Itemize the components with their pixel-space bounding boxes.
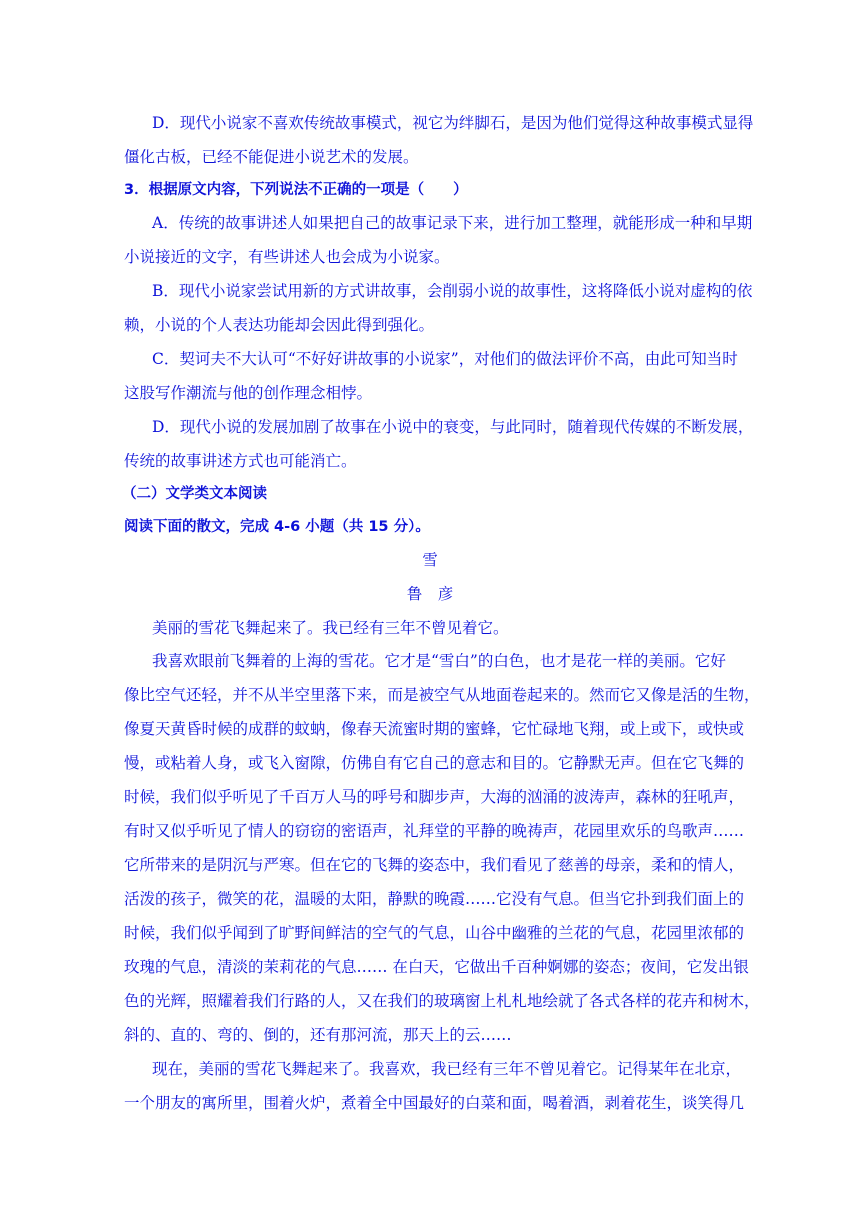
essay-p2-line-9: 时候，我们似乎闻到了旷野间鲜洁的空气的气息，山谷中幽雅的兰花的气息，花园里浓郁的 [124,924,745,942]
section-heading: （二）文学类文本阅读 [122,486,267,502]
option-d2-line-1: D．现代小说的发展加剧了故事在小说中的衰变，与此同时，随着现代传媒的不断发展， [152,418,754,436]
essay-p3-line-1: 现在，美丽的雪花飞舞起来了。我喜欢，我已经有三年不曾见着它。记得某年在北京， [152,1060,742,1078]
option-c-line-2: 这股写作潮流与他的创作理念相悖。 [124,384,373,402]
instruction-line: 阅读下面的散文，完成 4-6 小题（共 15 分）。 [124,519,430,535]
option-d-line-1: D．现代小说家不喜欢传统故事模式，视它为绊脚石，是因为他们觉得这种故事模式显得 [152,114,754,132]
essay-p2-line-8: 活泼的孩子，微笑的花，温暖的太阳，静默的晚霞……它没有气息。但当它扑到我们面上的 [124,890,745,908]
option-b-line-2: 赖，小说的个人表达功能却会因此得到强化。 [124,316,435,334]
essay-p2-line-11: 色的光辉，照耀着我们行路的人，又在我们的玻璃窗上札札地绘就了各式各样的花卉和树木， [124,992,760,1010]
essay-p2-line-3: 像夏天黄昏时候的成群的蚊蚋，像春天流蜜时期的蜜蜂，它忙碌地飞翔，或上或下，或快或 [124,720,745,738]
essay-p2-line-5: 时候，我们似乎听见了千百万人马的呼号和脚步声，大海的汹涌的波涛声，森林的狂吼声， [124,788,745,806]
option-a-line-1: A．传统的故事讲述人如果把自己的故事记录下来，进行加工整理，就能形成一种和早期 [152,214,753,232]
essay-p2-line-1: 我喜欢眼前飞舞着的上海的雪花。它才是“雪白”的白色，也才是花一样的美丽。它好 [152,652,726,670]
essay-p2-line-10: 玫瑰的气息，清淡的茉莉花的气息…… 在白天，它做出千百种婀娜的姿态；夜间，它发出银 [124,958,749,976]
option-d2-line-2: 传统的故事讲述方式也可能消亡。 [124,452,357,470]
essay-author: 鲁 彦 [406,585,454,603]
essay-p2-line-4: 慢，或粘着人身，或飞入窗隙，仿佛自有它自己的意志和目的。它静默无声。但在它飞舞的 [124,754,745,772]
option-c-line-1: C．契诃夫不大认可“不好好讲故事的小说家”，对他们的做法评价不高，由此可知当时 [152,350,738,368]
essay-paragraph-1: 美丽的雪花飞舞起来了。我已经有三年不曾见着它。 [152,619,509,637]
essay-title: 雪 [422,551,438,569]
essay-p3-line-2: 一个朋友的寓所里，围着火炉，煮着全中国最好的白菜和面，喝着酒，剥着花生，谈笑得几 [124,1094,745,1112]
option-b-line-1: B．现代小说家尝试用新的方式讲故事，会削弱小说的故事性，这将降低小说对虚构的依 [152,282,753,300]
essay-p2-line-6: 有时又似乎听见了情人的窃窃的密语声，礼拜堂的平静的晚祷声，花园里欢乐的鸟歌声…… [124,822,745,840]
essay-p2-line-7: 它所带来的是阴沉与严寒。但在它的飞舞的姿态中，我们看见了慈善的母亲，柔和的情人， [124,856,745,874]
essay-p2-line-12: 斜的、直的、弯的、倒的，还有那河流，那天上的云…… [124,1026,512,1044]
option-d-line-2: 僵化古板，已经不能促进小说艺术的发展。 [124,148,419,166]
option-a-line-2: 小说接近的文字，有些讲述人也会成为小说家。 [124,248,450,266]
question-3-heading: 3．根据原文内容，下列说法不正确的一项是（ ） [124,182,468,198]
essay-p2-line-2: 像比空气还轻，并不从半空里落下来，而是被空气从地面卷起来的。然而它又像是活的生物， [124,686,760,704]
